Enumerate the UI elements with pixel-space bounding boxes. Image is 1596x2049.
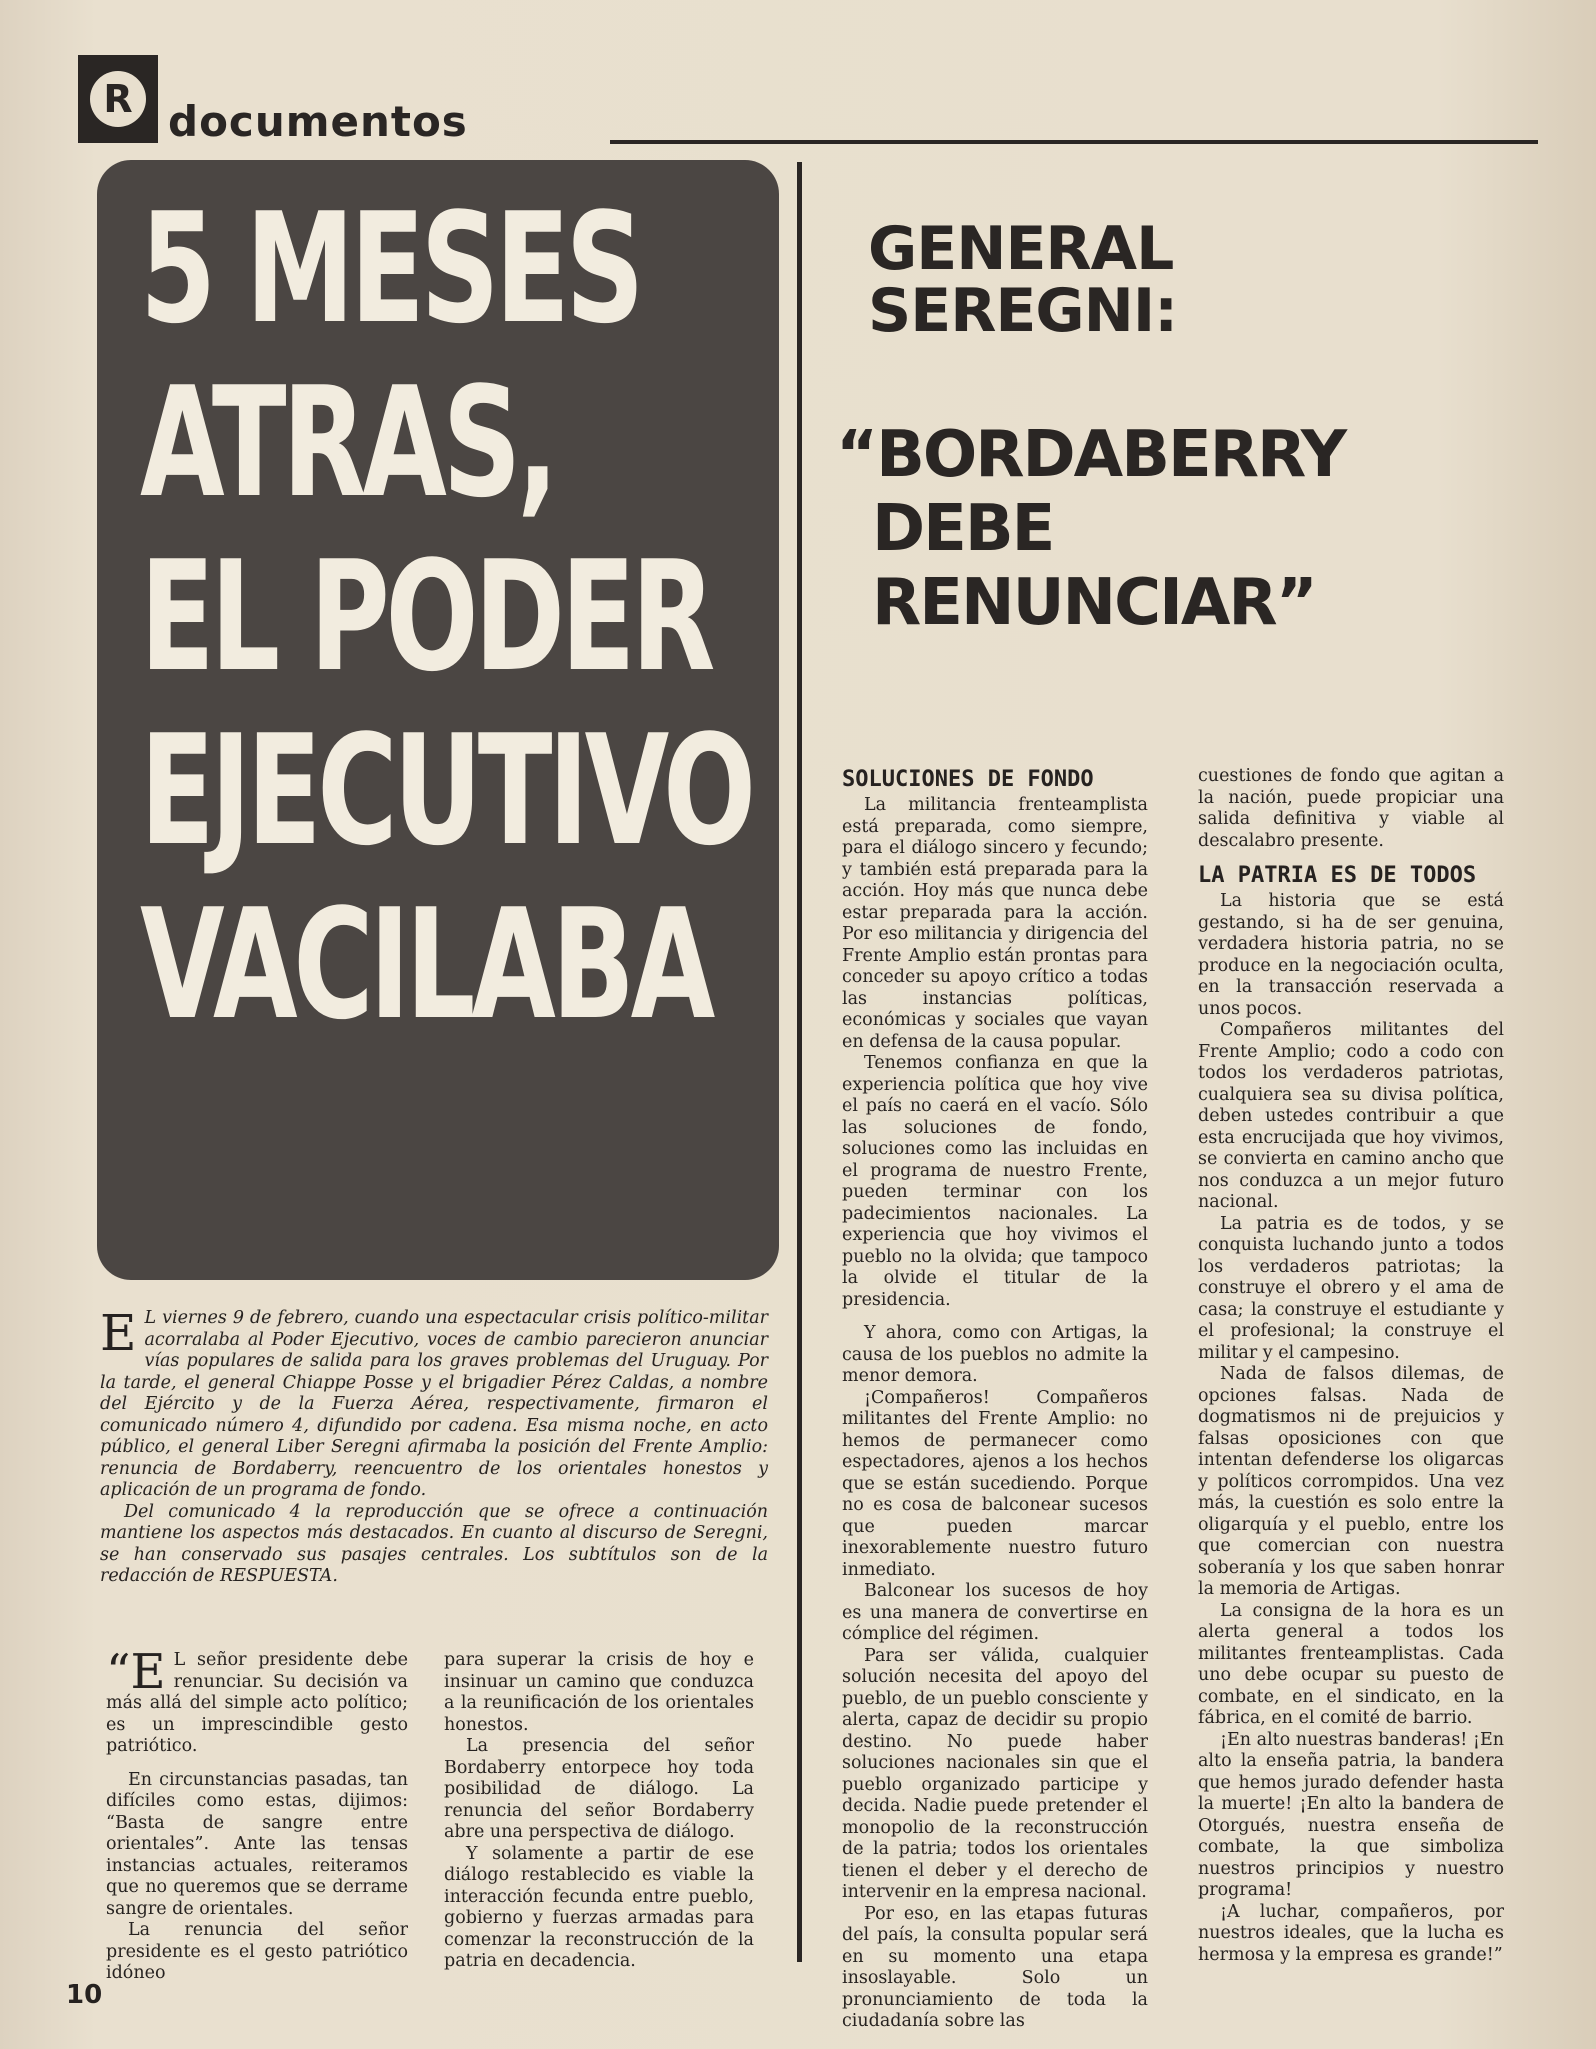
- body-paragraph: [106, 1644, 408, 1758]
- article-column-3: [842, 766, 1148, 2033]
- intro-paragraph: [100, 1304, 768, 1502]
- body-paragraph: La historia que se está gestando, si ha de ser genuina, verdadera historia patria, no se produce en la negociación oculta, en la transacción reservada a unos pocos.: [1198, 891, 1504, 1019]
- body-paragraph: Y solamente a partir de ese diálogo restablecido es viable la interacción fecunda entre pueblo, gobierno y fuerzas armadas para comenzar la reconstrucción de la patria en decadencia.: [444, 1843, 754, 1971]
- article-quote: [836, 418, 1345, 640]
- quote-line: RENUNCIAR”: [872, 566, 1316, 640]
- body-paragraph: Por eso, en las etapas futuras del país, la consulta popular será en su momento una etapa insoslayable. Solo un pronunciamiento de toda la ciudadanía sobre las: [842, 1903, 1148, 2031]
- header-rule: [610, 140, 1538, 144]
- body-paragraph: cuestiones de fondo que agitan a la nación, puede propiciar una salida definitiva y viable al descalabro presente.: [1198, 766, 1504, 851]
- drop-cap: E: [100, 1304, 137, 1362]
- body-paragraph: ¡En alto nuestras banderas! ¡En alto la enseña patria, la bandera que hemos jurado defender hasta la muerte! ¡En alto la bandera de Otorgués, nuestra enseña de combate, la que simboliza nuestros principios y nuestro programa!: [1198, 1729, 1504, 1900]
- body-paragraph: La militancia frenteamplista está preparada, como siempre, para el diálogo sincero y fecundo; y también está preparada para la acción. Hoy más que nunca debe estar preparada para la acción. Por eso militancia y dirigencia del Frente Amplio están prontas para conceder su apoyo crítico a todas las instancias políticas, económicas y sociales que vayan en defensa de la causa popular.: [842, 795, 1148, 1052]
- section-label: documentos: [168, 97, 468, 146]
- body-paragraph: La consigna de la hora es un alerta general a todos los militantes frenteamplistas. Cada uno debe ocupar su puesto de combate, en el sindicato, en la fábrica, en el comité de barrio.: [1198, 1600, 1504, 1728]
- article-column-4: [1198, 766, 1504, 1966]
- body-paragraph: La presencia del señor Bordaberry entorpece hoy toda posibilidad de diálogo. La renuncia del señor Bordaberry abre una perspectiva de diálogo.: [444, 1736, 754, 1842]
- drop-cap: “E: [106, 1644, 166, 1700]
- body-paragraph: La patria es de todos, y se conquista luchando junto a todos los verdaderos patriotas; la construye el obrero y el ama de casa; la construye el estudiante y el profesional; la construye el militar y el campesino.: [1198, 1213, 1504, 1363]
- body-paragraph: En circunstancias pasadas, tan difíciles como estas, dijimos: “Basta de sangre entre orientales”. Ante las tensas instancias actuales, reiteramos que no queremos que se derrame sangre de orientales.: [106, 1769, 408, 1919]
- body-paragraph: Tenemos confianza en que la experiencia política que hoy vive el país no caerá en el vacío. Sólo las soluciones de fondo, soluciones como las incluidas en el programa de nuestro Frente, pueden terminar con los padecimientos nacionales. La experiencia que hoy vivimos el pueblo no la olvida; que tampoco la olvide el titular de la presidencia.: [842, 1053, 1148, 1310]
- column-divider: [797, 162, 802, 1962]
- logo-letter: R: [103, 77, 133, 121]
- body-paragraph: Nada de falsos dilemas, de opciones falsas. Nada de dogmatismos ni de prejuicios y falsas oposiciones con que intentan defenderse los oligarcas y políticos corrompidos. Una vez más, la cuestión es solo entre la oligarquía y el pueblo, entre los que comercian con nuestra soberanía y los que saben honrar la memoria de Artigas.: [1198, 1364, 1504, 1599]
- headline-line: EL PODER: [140, 528, 712, 705]
- headline-line: 5 MESES: [140, 180, 641, 357]
- title-line: SEREGNI:: [868, 276, 1178, 346]
- body-paragraph: Para ser válida, cualquier solución necesita del apoyo del pueblo, de un pueblo consciente y alerta, capaz de decidir su propio destino. No puede haber soluciones nacionales sin que el pueblo organizado participe y decida. Nadie puede pretender el monopolio de la reconstrucción de la patria; todos los orientales tienen el deber y el derecho de intervenir en la empresa nacional.: [842, 1645, 1148, 1902]
- body-paragraph: Y ahora, como con Artigas, la causa de los pueblos no admite la menor demora.: [842, 1323, 1148, 1386]
- headline-line: ATRAS,: [140, 354, 555, 531]
- intro-p1: L viernes 9 de febrero, cuando una espectacular crisis político-militar acorralaba al Poder Ejecutivo, voces de cambio parecieron anunciar vías populares de salida para los graves problemas del Uruguay. Por la tarde, el general Chiappe Posse y el brigadier Pérez Caldas, a nombre del Ejército y de la Fuerza Aérea, respectivamente, firmaron el comunicado número 4, difundido por cadena. Esa misma noche, en acto público, el general Liber Seregni afirmaba la posición del Frente Amplio: renuncia de Bordaberry, reencuentro de los orientales honestos y aplicación de un programa de fondo.: [100, 1308, 768, 1500]
- page-number: 10: [66, 1980, 103, 2010]
- body-paragraph: ¡Compañeros! Compañeros militantes del Frente Amplio: no hemos de permanecer como espectadores, ajenos a los hechos que se están sucediendo. Porque no es cosa de balconear sucesos que pueden marcar inexorablemente nuestro futuro inmediato.: [842, 1387, 1148, 1580]
- body-paragraph: ¡A luchar, compañeros, por nuestros ideales, que la lucha es hermosa y la empresa es grande!”: [1198, 1901, 1504, 1965]
- article-column-1: [106, 1644, 408, 1985]
- article-column-2: [444, 1650, 754, 1973]
- subheading: LA PATRIA ES DE TODOS: [1198, 863, 1477, 888]
- quote-line: “BORDABERRY: [836, 418, 1346, 492]
- title-line: GENERAL: [868, 214, 1174, 284]
- article-title: [868, 214, 1178, 346]
- intro-paragraph: Del comunicado 4 la reproducción que se ofrece a continuación mantiene los aspectos más destacados. En cuanto al discurso de Seregni, se han conservado sus pasajes centrales. Los subtítulos son de la redacción de RESPUESTA.: [100, 1501, 768, 1586]
- quote-line: DEBE: [872, 492, 1054, 566]
- magazine-logo: [78, 55, 158, 143]
- body-paragraph: Compañeros militantes del Frente Amplio; codo a codo con todos los verdaderos patriotas, cualquiera sea su divisa política, deben ustedes contribuir a que esta encrucijada que hoy vivimos, se convierta en camino ancho que nos conduzca a un mejor futuro nacional.: [1198, 1020, 1504, 1212]
- col1-p1: L señor presidente debe renunciar. Su decisión va más allá del simple acto político; es un imprescindible gesto patriótico.: [106, 1650, 408, 1756]
- headline-line: EJECUTIVO: [140, 702, 752, 879]
- intro-text: [100, 1304, 768, 1588]
- body-paragraph: para superar la crisis de hoy e insinuar un camino que conduzca a la reunificación de los orientales honestos.: [444, 1650, 754, 1735]
- main-headline: [140, 180, 752, 1053]
- headline-line: VACILABA: [140, 876, 711, 1053]
- body-paragraph: Balconear los sucesos de hoy es una manera de convertirse en cómplice del régimen.: [842, 1581, 1148, 1644]
- subheading: SOLUCIONES DE FONDO: [842, 767, 1094, 792]
- body-paragraph: La renuncia del señor presidente es el gesto patriótico idóneo: [106, 1920, 408, 1983]
